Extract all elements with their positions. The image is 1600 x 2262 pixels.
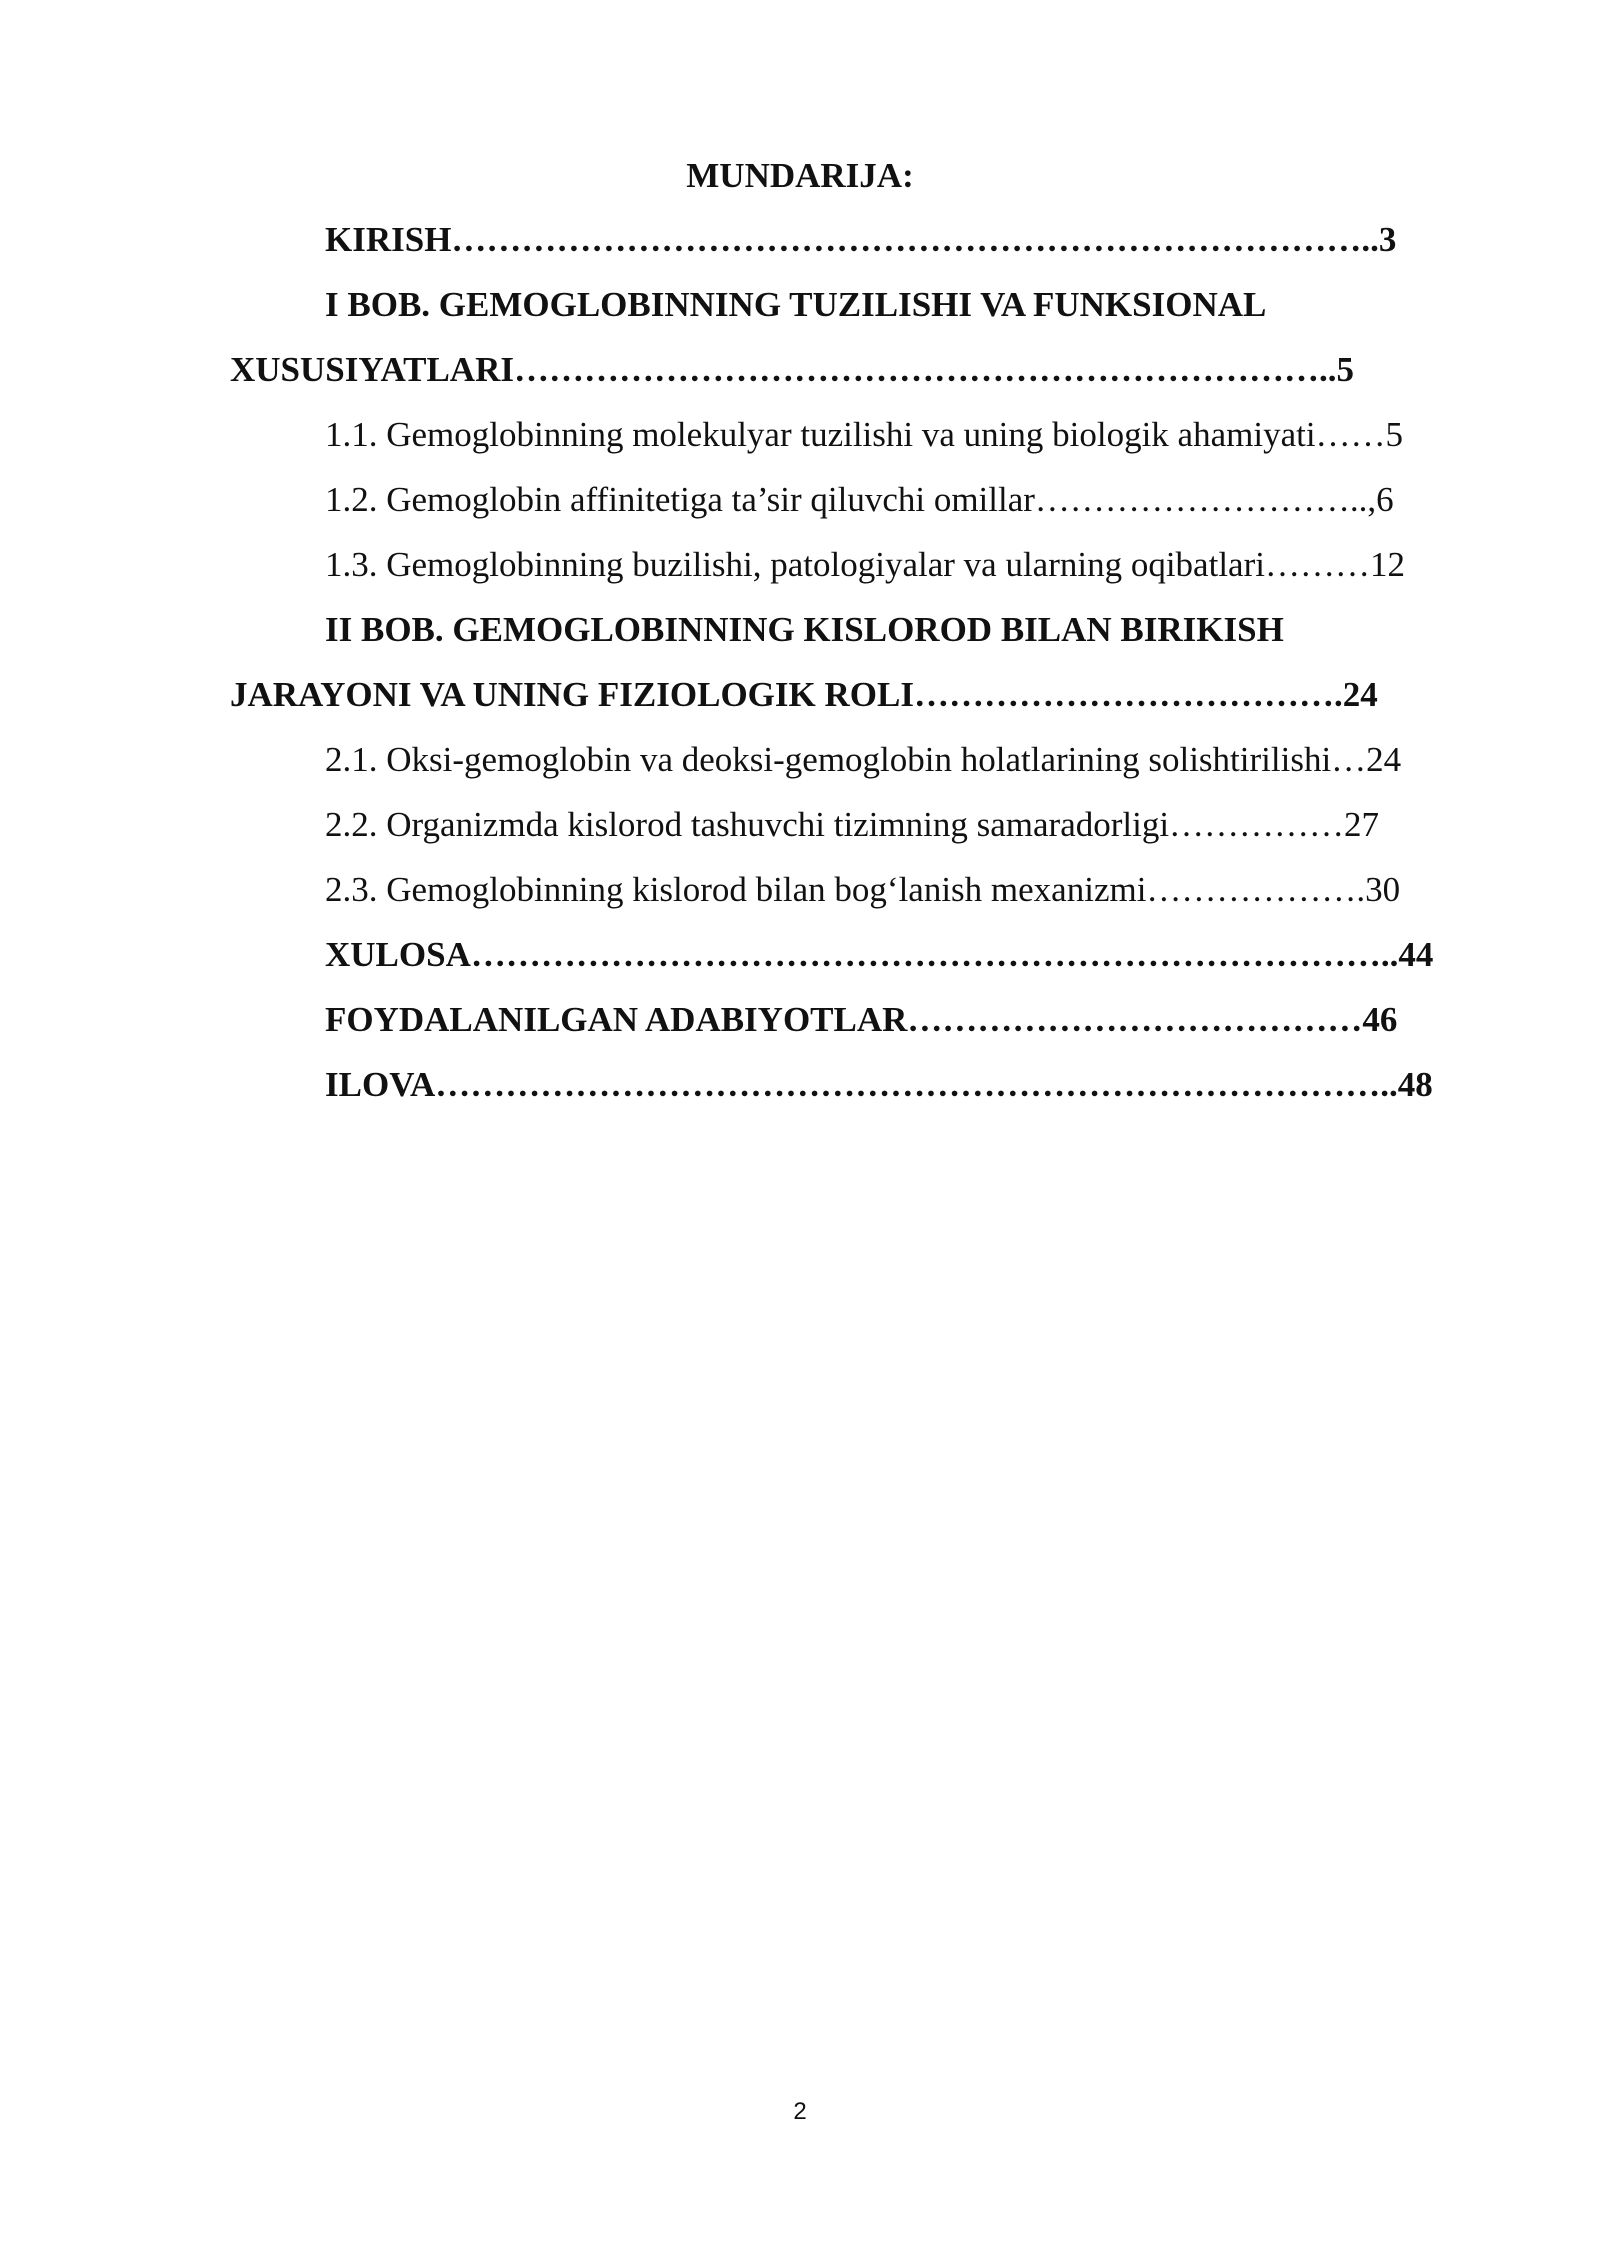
toc-entry-chapter-1-title: I BOB. GEMOGLOBINNING TUZILISHI VA FUNKSIONAL — [325, 285, 1267, 324]
toc-heading: MUNDARIJA: — [686, 156, 914, 195]
toc-entry-xulosa: XULOSA……………………………………………………………………..44 — [325, 935, 1434, 974]
toc-entry-chapter-1-title-continued: XUSUSIYATLARI……………………………………………………………..5 — [230, 350, 1354, 389]
toc-entry-section-2-1: 2.1. Oksi-gemoglobin va deoksi-gemoglobin holatlarining solishtirilishi…24 — [325, 740, 1402, 779]
toc-entry-ilova: ILOVA………………………………………………………………………..48 — [325, 1065, 1433, 1104]
toc-entry-section-1-2: 1.2. Gemoglobin affinitetiga ta’sir qiluvchi omillar………………………..,6 — [325, 480, 1394, 519]
toc-entry-foydalanilgan-adabiyotlar: FOYDALANILGAN ADABIYOTLAR…………………………………46 — [325, 1000, 1398, 1039]
toc-entry-section-1-1: 1.1. Gemoglobinning molekulyar tuzilishi va uning biologik ahamiyati……5 — [325, 415, 1404, 454]
toc-entry-kirish: KIRISH……………………………………………………………………..3 — [325, 220, 1397, 259]
toc-entry-section-1-3: 1.3. Gemoglobinning buzilishi, patologiyalar va ularning oqibatlari………12 — [325, 545, 1405, 584]
toc-entry-chapter-2-title-continued: JARAYONI VA UNING FIZIOLOGIK ROLI……………………………….24 — [230, 675, 1378, 714]
toc-entry-section-2-2: 2.2. Organizmda kislorod tashuvchi tizimning samaradorligi……………27 — [325, 805, 1380, 844]
toc-entry-section-2-3: 2.3. Gemoglobinning kislorod bilan bog‘lanish mexanizmi……………….30 — [325, 870, 1401, 909]
page-number: 2 — [793, 2098, 807, 2125]
toc-entry-chapter-2-title: II BOB. GEMOGLOBINNING KISLOROD BILAN BIRIKISH — [325, 610, 1284, 649]
